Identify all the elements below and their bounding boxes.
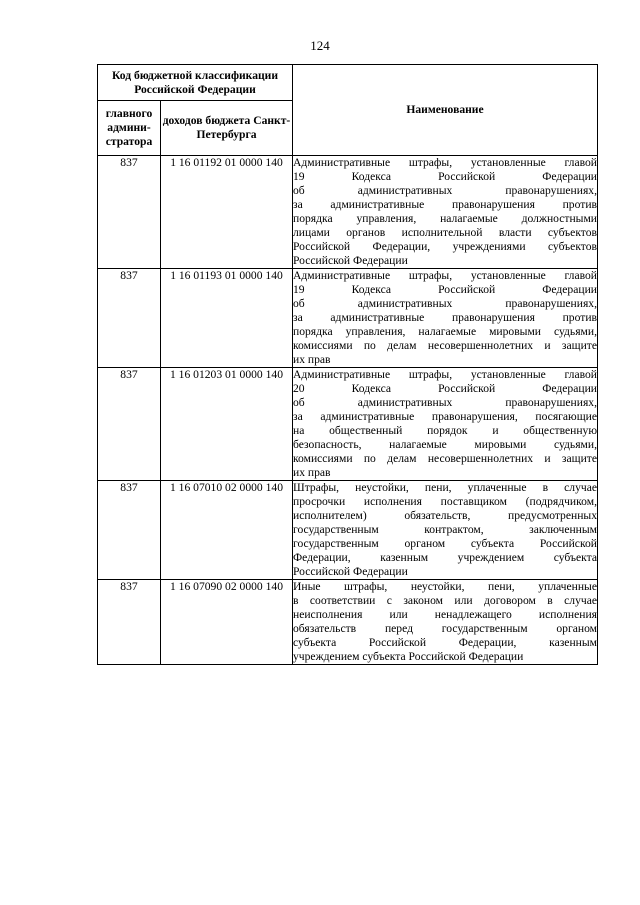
- revenue-code-cell: 1 16 01193 01 0000 140: [161, 269, 293, 368]
- header-chief-administrator: главного админи-стратора: [98, 101, 161, 156]
- description-line: Российской Федерации, учреждениями субъектов: [293, 240, 597, 253]
- description-line: субъекта Российской Федерации, казенным: [293, 636, 597, 649]
- description-line: за административные правонарушения против: [293, 198, 597, 211]
- admin-code-cell: 837: [98, 269, 161, 368]
- description-line: 20 Кодекса Российской Федерации: [293, 382, 597, 395]
- table-row: [98, 580, 598, 665]
- description-line: Административные штрафы, установленные главой: [293, 156, 597, 169]
- description-line: их прав: [293, 466, 331, 479]
- description-line: за административные правонарушения против: [293, 311, 597, 324]
- description-line: их прав: [293, 353, 331, 366]
- description-line: Административные штрафы, установленные главой: [293, 368, 597, 381]
- description-line: Штрафы, неустойки, пени, уплаченные в случае: [293, 481, 597, 494]
- description-line: в соответствии с законом или договором в случае: [293, 594, 597, 607]
- revenue-code-cell: 1 16 07010 02 0000 140: [161, 481, 293, 580]
- description-line: 19 Кодекса Российской Федерации: [293, 170, 597, 183]
- description-line: Федерации, казенным учреждением субъекта: [293, 551, 597, 564]
- table-row: [98, 269, 598, 368]
- admin-code-cell: 837: [98, 368, 161, 481]
- description-line: неисполнения или ненадлежащего исполнения: [293, 608, 597, 621]
- description-line: комиссиями по делам несовершеннолетних и защите: [293, 339, 597, 352]
- description-line: обязательств перед государственным органом: [293, 622, 597, 635]
- description-line: исполнителем) обязательств, предусмотренных: [293, 509, 597, 522]
- description-line: лицами органов исполнительной власти субъектов: [293, 226, 597, 239]
- description-line: порядка управления, налагаемые мировыми судьями,: [293, 325, 597, 338]
- description-line: Иные штрафы, неустойки, пени, уплаченные: [293, 580, 597, 593]
- description-cell: [293, 368, 598, 481]
- description-line: комиссиями по делам несовершеннолетних и защите: [293, 452, 597, 465]
- description-line: безопасность, налагаемые мировыми судьями,: [293, 438, 597, 451]
- description-line: государственным контрактом, заключенным: [293, 523, 597, 536]
- revenue-code-cell: 1 16 01203 01 0000 140: [161, 368, 293, 481]
- description-line: 19 Кодекса Российской Федерации: [293, 283, 597, 296]
- header-name: Наименование: [293, 65, 598, 156]
- description-line: государственным органом субъекта Российской: [293, 537, 597, 550]
- admin-code-cell: 837: [98, 580, 161, 665]
- table-row: [98, 156, 598, 269]
- description-line: Российской Федерации: [293, 565, 408, 578]
- budget-classification-table: [97, 64, 598, 665]
- description-line: за административные правонарушения, посягающие: [293, 410, 597, 423]
- admin-code-cell: 837: [98, 156, 161, 269]
- description-cell: [293, 481, 598, 580]
- admin-code-cell: 837: [98, 481, 161, 580]
- description-line: об административных правонарушениях,: [293, 396, 597, 409]
- page-number: 124: [310, 38, 330, 53]
- description-line: об административных правонарушениях,: [293, 297, 597, 310]
- description-cell: [293, 269, 598, 368]
- description-line: Российской Федерации: [293, 254, 408, 267]
- revenue-code-cell: 1 16 07090 02 0000 140: [161, 580, 293, 665]
- header-classification-code: Код бюджетной классификации Российской Федерации: [98, 65, 293, 101]
- description-line: Административные штрафы, установленные главой: [293, 269, 597, 282]
- description-line: просрочки исполнения поставщиком (подрядчиком,: [293, 495, 597, 508]
- description-cell: [293, 580, 598, 665]
- description-line: на общественный порядок и общественную: [293, 424, 597, 437]
- revenue-code-cell: 1 16 01192 01 0000 140: [161, 156, 293, 269]
- description-line: порядка управления, налагаемые должностными: [293, 212, 597, 225]
- header-budget-revenue: доходов бюджета Санкт-Петербурга: [161, 101, 293, 156]
- table-row: [98, 368, 598, 481]
- description-cell: [293, 156, 598, 269]
- description-line: об административных правонарушениях,: [293, 184, 597, 197]
- table-row: [98, 481, 598, 580]
- description-line: учреждением субъекта Российской Федерации: [293, 650, 524, 663]
